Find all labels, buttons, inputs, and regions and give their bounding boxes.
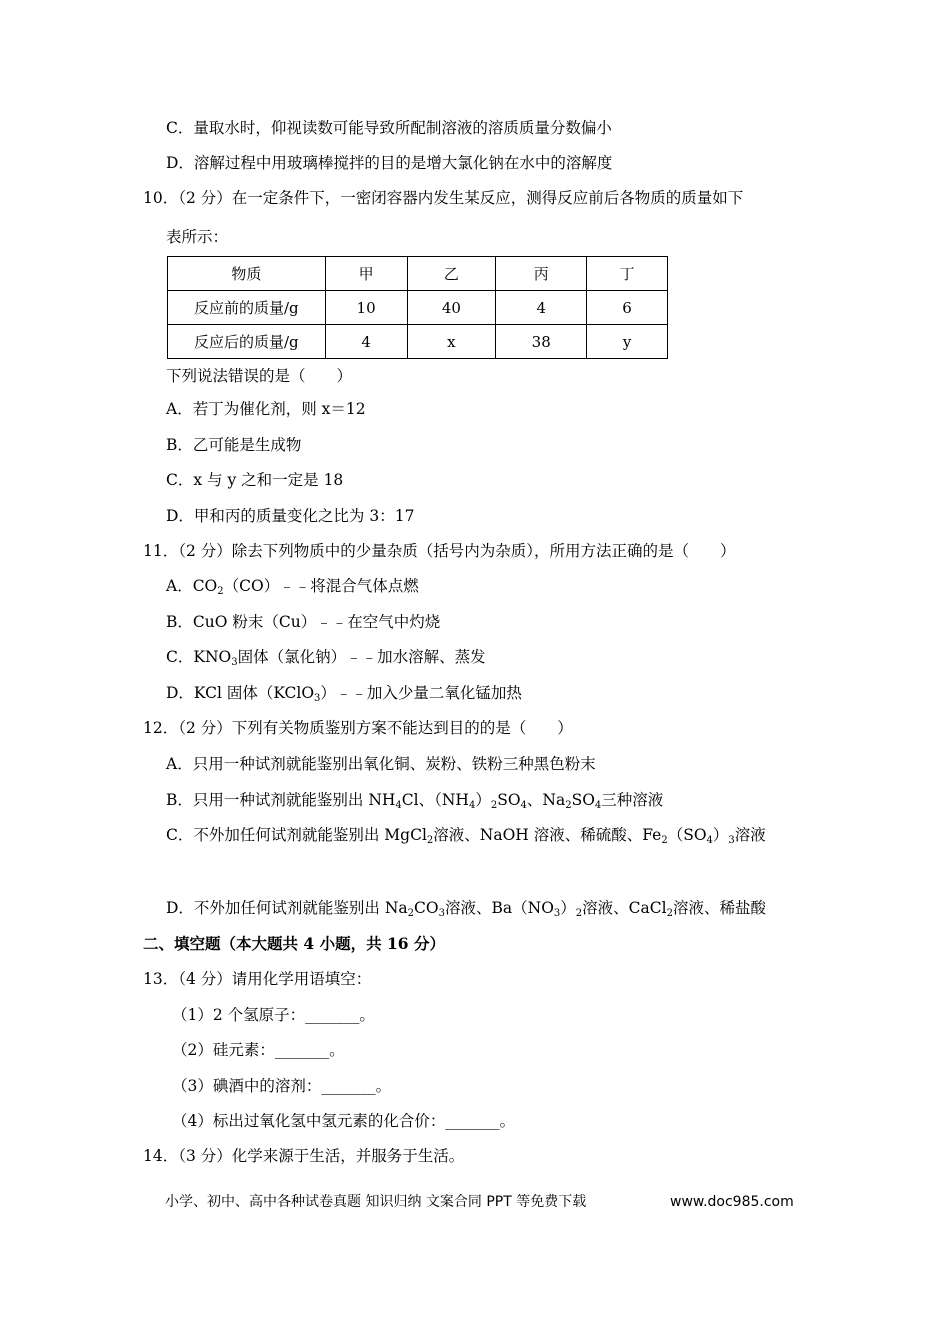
table-cell: 40 xyxy=(407,291,496,325)
table-cell: x xyxy=(407,325,496,359)
q9-option-d: D．溶解过程中用玻璃棒搅拌的目的是增大氯化钠在水中的溶解度 xyxy=(166,154,613,172)
q13-part-3: （3）碘酒中的溶剂：_______。 xyxy=(172,1077,392,1095)
q10-question: 下列说法错误的是（ ） xyxy=(166,367,353,385)
table-header-cell: 丁 xyxy=(587,257,668,291)
q13-part-2: （2）硅元素：_______。 xyxy=(172,1041,345,1059)
table-header-cell: 乙 xyxy=(407,257,496,291)
table-cell: 38 xyxy=(496,325,587,359)
table-row xyxy=(168,325,668,359)
table-header-row xyxy=(168,257,668,291)
q9-option-c: C．量取水时，仰视读数可能导致所配制溶液的溶质质量分数偏小 xyxy=(166,119,612,137)
q11-option-d: D．KCl 固体（KClO$_3$）﹣﹣加入少量二氧化锰加热 xyxy=(166,684,522,704)
mass-table xyxy=(167,256,668,359)
q10-option-d: D．甲和丙的质量变化之比为 3：17 xyxy=(166,507,415,525)
table-cell: 10 xyxy=(325,291,407,325)
table-row xyxy=(168,291,668,325)
q13-part-4: （4）标出过氧化氢中氢元素的化合价：_______。 xyxy=(172,1112,516,1130)
q10-option-b: B．乙可能是生成物 xyxy=(166,436,302,454)
footer-url[interactable]: www.doc985.com xyxy=(670,1194,794,1210)
q11-stem: 11．（2 分）除去下列物质中的少量杂质（括号内为杂质），所用方法正确的是（ ） xyxy=(143,542,736,560)
q13-part-1: （1）2 个氢原子：_______。 xyxy=(172,1006,375,1024)
table-cell: y xyxy=(587,325,668,359)
table-cell: 反应前的质量/g xyxy=(168,291,326,325)
q12-stem: 12．（2 分）下列有关物质鉴别方案不能达到目的的是（ ） xyxy=(143,719,573,737)
table-cell: 4 xyxy=(496,291,587,325)
footer-text: 小学、初中、高中各种试卷真题 知识归纳 文案合同 PPT 等免费下载 xyxy=(165,1194,587,1210)
q10-stem-line2: 表所示： xyxy=(166,228,229,246)
q11-option-a: A．$CO_2(CO)﹣﹣$将混合气体点燃 xyxy=(166,577,419,597)
q14-stem: 14．（3 分）化学来源于生活，并服务于生活。 xyxy=(143,1147,465,1165)
table-cell: 6 xyxy=(587,291,668,325)
q12-option-a: A．只用一种试剂就能鉴别出氧化铜、炭粉、铁粉三种黑色粉末 xyxy=(166,755,596,773)
table-header-cell: 物质 xyxy=(168,257,326,291)
q11-option-b: B．CuO 粉末（Cu）﹣﹣在空气中灼烧 xyxy=(166,613,441,631)
q10-stem-line1: 10．（2 分）在一定条件下，一密闭容器内发生某反应，测得反应前后各物质的质量如下 xyxy=(143,189,744,207)
q10-option-c: C．x 与 y 之和一定是 18 xyxy=(166,471,344,489)
table-header-cell: 甲 xyxy=(325,257,407,291)
q12-option-d: D．不外加任何试剂就能鉴别出 $Na_2CO_3$溶液、$Ba(NO_3)_2$溶液、CaCl$_2$溶液、稀盐酸 xyxy=(166,899,766,919)
table-cell: 反应后的质量/g xyxy=(168,325,326,359)
table-header-cell: 丙 xyxy=(496,257,587,291)
q13-stem: 13．（4 分）请用化学用语填空： xyxy=(143,970,372,988)
q10-option-a: A．若丁为催化剂，则 x＝12 xyxy=(166,400,366,418)
q12-option-b: B．只用一种试剂就能鉴别出 $NH_4Cl$、$(NH_4)_2SO_4$、$Na_2SO_4$三种溶液 xyxy=(166,791,664,811)
table-cell: 4 xyxy=(325,325,407,359)
section-2-title: 二、填空题（本大题共 4 小题，共 16 分） xyxy=(143,934,445,953)
q12-option-c: C．不外加任何试剂就能鉴别出 MgCl$_2$溶液、NaOH 溶液、稀硫酸、$Fe_2(SO_4)_3$溶液 xyxy=(166,826,766,846)
q11-option-c: C．$KNO_3$固体（氯化钠）﹣﹣加水溶解、蒸发 xyxy=(166,648,486,668)
